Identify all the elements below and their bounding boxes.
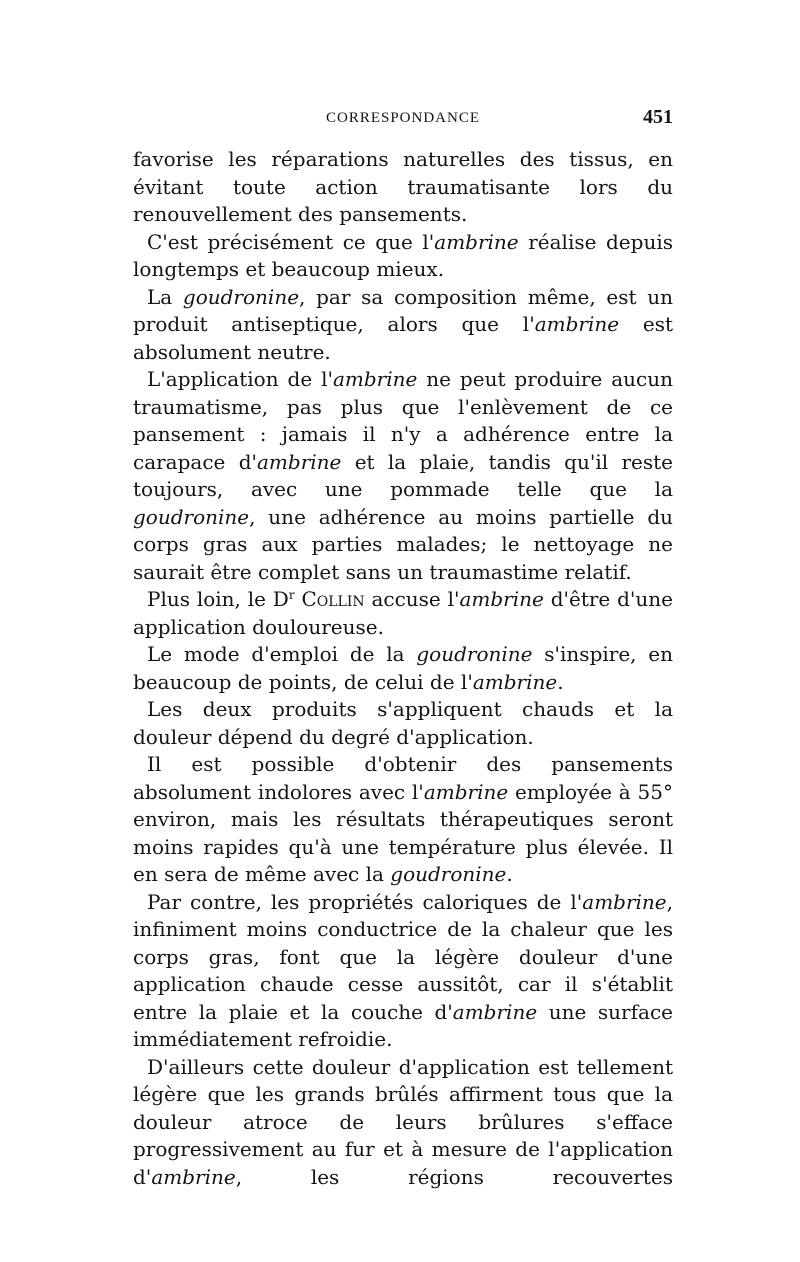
small-caps-name: Collin [301,587,365,611]
running-head: CORRESPONDANCE [325,110,481,126]
text-run: , une adhérence au moins partielle du corps gras aux parties malades; le nettoyage ne saurait être complet sans un traumastime relatif. [133,504,673,584]
italic-term: ambrine [472,669,558,694]
italic-term: ambrine [257,449,342,474]
italic-term: ambrine [459,587,544,611]
text-run: d'être d'une application douloureuse. [133,587,673,639]
text-run: , les régions recouvertes [235,1164,673,1189]
text-run: , par sa composition même, est un produit antiseptique, alors que l' [133,284,673,336]
text-run: est absolument neutre. [133,312,673,364]
text-run: employée à 55° environ, mais les résultats thérapeutiques seront moins rapides qu'à une température plus élevée. Il en sera de même avec la [133,779,673,886]
text-run: accuse l' [364,587,460,611]
text-run: Plus loin, le D [147,587,289,611]
paragraph [133,641,673,696]
text-run: et la plaie, tandis qu'il reste toujours, avec une pommade telle que la [133,449,673,501]
superscript: r [288,588,295,602]
text-run: , infiniment moins conductrice de la chaleur que les corps gras, font que la légère douleur d'une application chaude cesse aussitôt, car il s'établit entre la plaie et la couche d' [133,889,673,1024]
text-run: Il est possible d'obtenir des pansements absolument indolores avec l' [133,752,673,804]
text-run: D'ailleurs cette douleur d'application est tellement légère que les grands brûlés affirment tous que la douleur atroce de leurs brûlures s'efface progressivement au fur et à mesure de l'application d' [133,1054,673,1189]
paragraph [133,229,673,284]
italic-term: ambrine [151,1164,236,1189]
paragraph [133,366,673,586]
page-number: 451 [643,106,673,128]
text-run: La [147,284,183,309]
text-run: L'application de l' [147,367,333,391]
text-run: ne peut produire aucun traumatisme, pas plus que l'enlèvement de ce pansement : jamais il n'y a adhérence entre la carapace d' [133,367,673,474]
paragraph [133,751,673,889]
text-run: favorise les réparations naturelles des tissus, en évitant toute action traumatisante lors du renouvellement des pansements. [133,147,673,226]
italic-term: ambrine [534,312,620,336]
italic-term: ambrine [423,779,509,804]
italic-term: ambrine [332,367,418,391]
italic-term: goudronine [133,504,250,529]
paragraph [133,889,673,1054]
body-text [133,146,673,1191]
paragraph [133,586,673,641]
text-run: s'inspire, en beaucoup de points, de celui de l' [133,642,674,694]
text-run: . [506,862,513,886]
text-run: réalise depuis longtemps et beaucoup mieux. [133,229,673,281]
italic-term: goudronine [416,642,533,666]
italic-term: ambrine [452,999,538,1024]
text-run: Par contre, les propriétés caloriques de l' [147,889,583,914]
text-run: C'est précisément ce que l' [147,229,435,254]
page-header [133,106,673,136]
italic-term: ambrine [434,229,519,254]
text-run: . [557,669,564,694]
paragraph [133,146,673,229]
paragraph [133,1054,673,1192]
text-run: une surface immédiatement refroidie. [133,999,673,1051]
text-run: Le mode d'emploi de la [147,642,417,666]
italic-term: goudronine [182,284,300,309]
italic-term: goudronine [390,862,507,886]
paragraph [133,284,673,367]
text-run: Les deux produits s'appliquent chauds et la douleur dépend du degré d'application. [133,697,673,749]
paragraph [133,696,673,751]
italic-term: ambrine [582,889,667,914]
